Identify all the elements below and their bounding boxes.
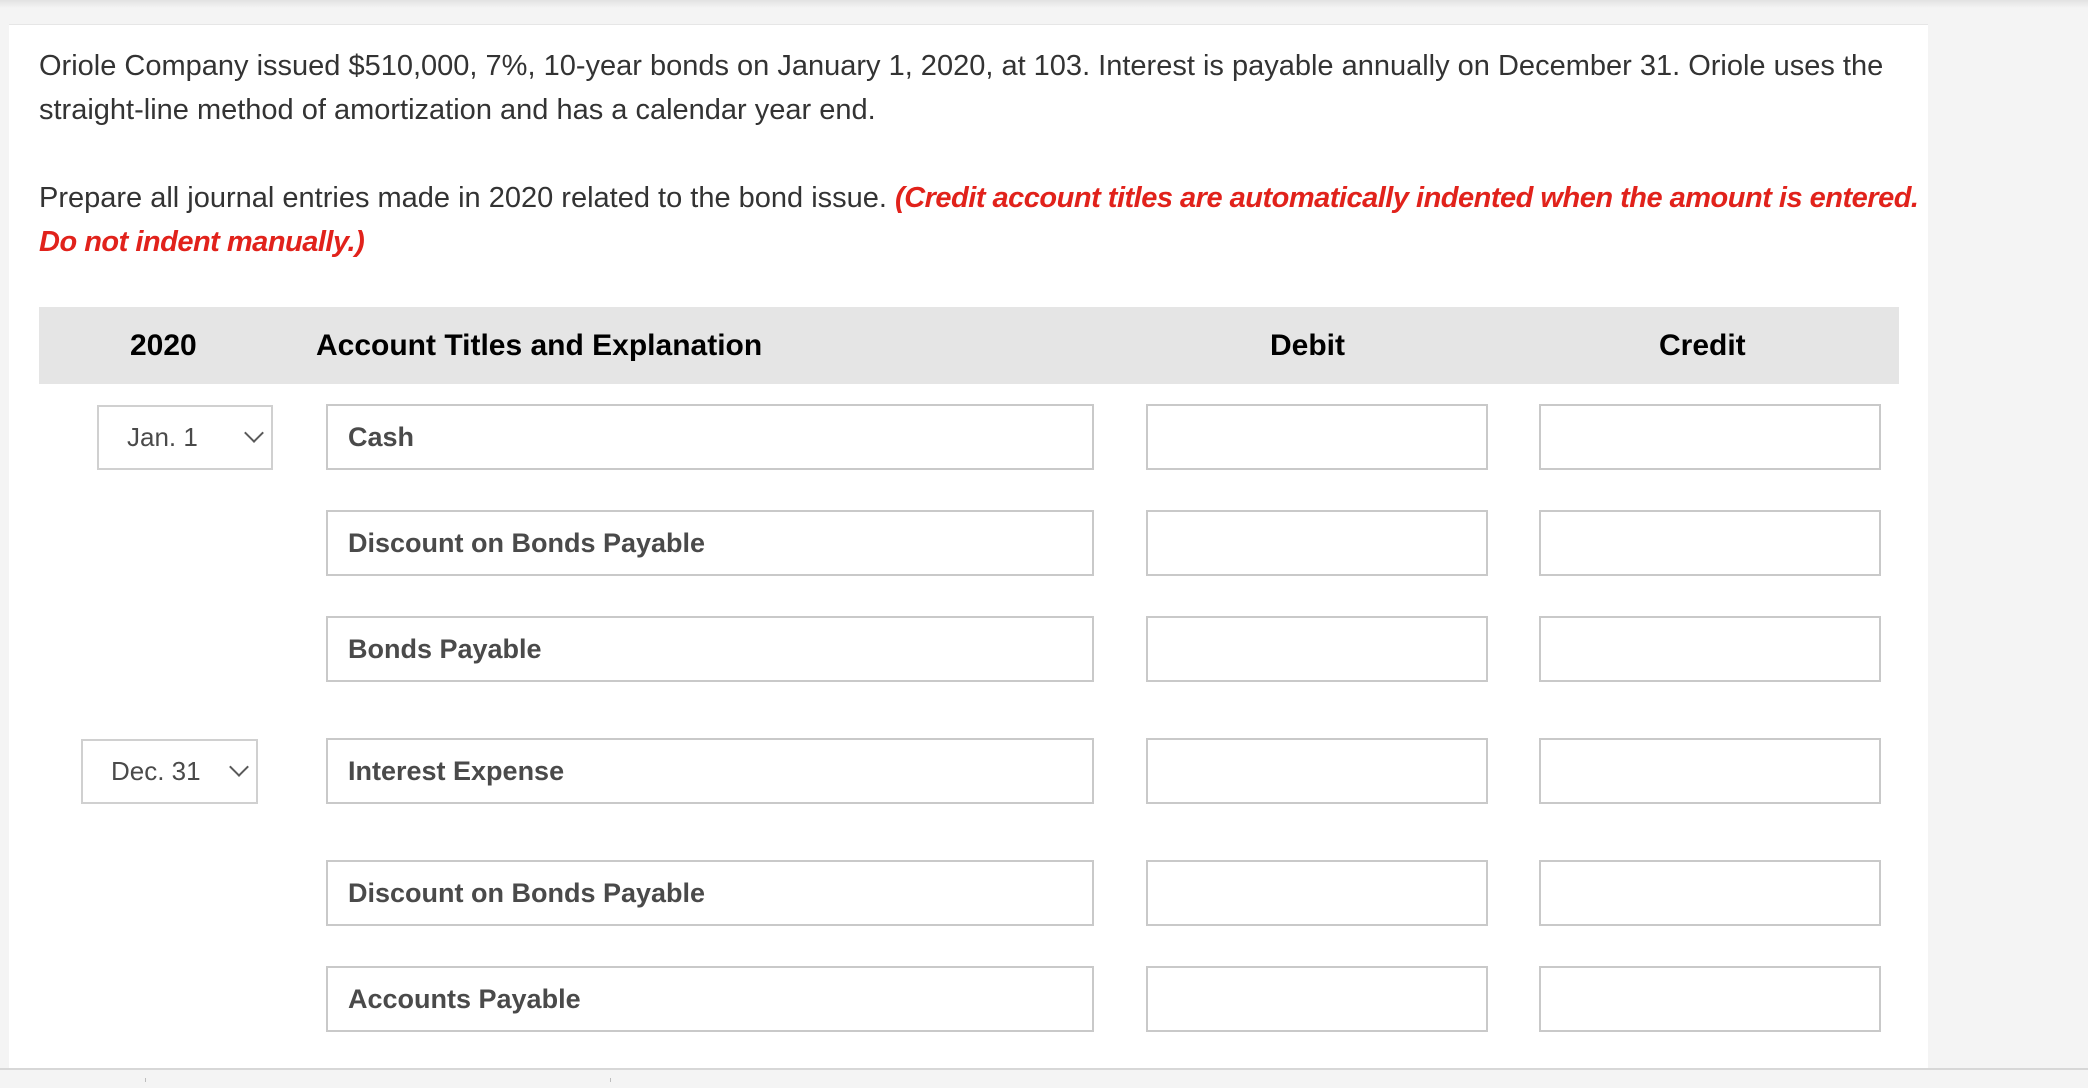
account-field[interactable]: Cash: [326, 404, 1094, 470]
account-field[interactable]: Discount on Bonds Payable: [326, 860, 1094, 926]
debit-input[interactable]: [1146, 616, 1488, 682]
date-select-value: Jan. 1: [127, 422, 198, 452]
chevron-down-icon: [244, 423, 264, 443]
debit-input[interactable]: [1146, 404, 1488, 470]
scroll-tick: [610, 1078, 611, 1082]
chevron-down-icon: [229, 757, 249, 777]
question-text: Oriole Company issued $510,000, 7%, 10-year bonds on January 1, 2020, at 103. Interest is payable annually on December 31. Oriole uses the straight-line method of amortization and has a calendar year end.: [39, 50, 1884, 126]
debit-input[interactable]: [1146, 860, 1488, 926]
bottom-divider: [0, 1068, 2088, 1070]
credit-input[interactable]: [1539, 860, 1881, 926]
header-account-titles: Account Titles and Explanation: [316, 329, 763, 362]
header-year: 2020: [130, 329, 197, 362]
credit-input[interactable]: [1539, 616, 1881, 682]
credit-input[interactable]: [1539, 738, 1881, 804]
date-select-jan-1[interactable]: [97, 405, 273, 470]
account-field[interactable]: Bonds Payable: [326, 616, 1094, 682]
instruction-note: (Credit account titles are automatically indented when the amount is entered. Do not indent manually.): [39, 182, 1919, 258]
account-field[interactable]: Accounts Payable: [326, 966, 1094, 1032]
header-debit: Debit: [1270, 329, 1345, 362]
header-credit: Credit: [1659, 329, 1746, 362]
account-field[interactable]: Interest Expense: [326, 738, 1094, 804]
instruction-main: Prepare all journal entries made in 2020 related to the bond issue.: [39, 182, 887, 214]
debit-input[interactable]: [1146, 510, 1488, 576]
credit-input[interactable]: [1539, 510, 1881, 576]
credit-input[interactable]: [1539, 404, 1881, 470]
date-select-value: Dec. 31: [111, 756, 201, 786]
instruction-text: [39, 176, 1919, 264]
date-select-dec-31[interactable]: [81, 739, 258, 804]
credit-input[interactable]: [1539, 966, 1881, 1032]
journal-table-header: [39, 307, 1899, 384]
scroll-tick: [145, 1078, 146, 1082]
debit-input[interactable]: [1146, 738, 1488, 804]
account-field[interactable]: Discount on Bonds Payable: [326, 510, 1094, 576]
debit-input[interactable]: [1146, 966, 1488, 1032]
top-shadow: [0, 0, 2088, 8]
